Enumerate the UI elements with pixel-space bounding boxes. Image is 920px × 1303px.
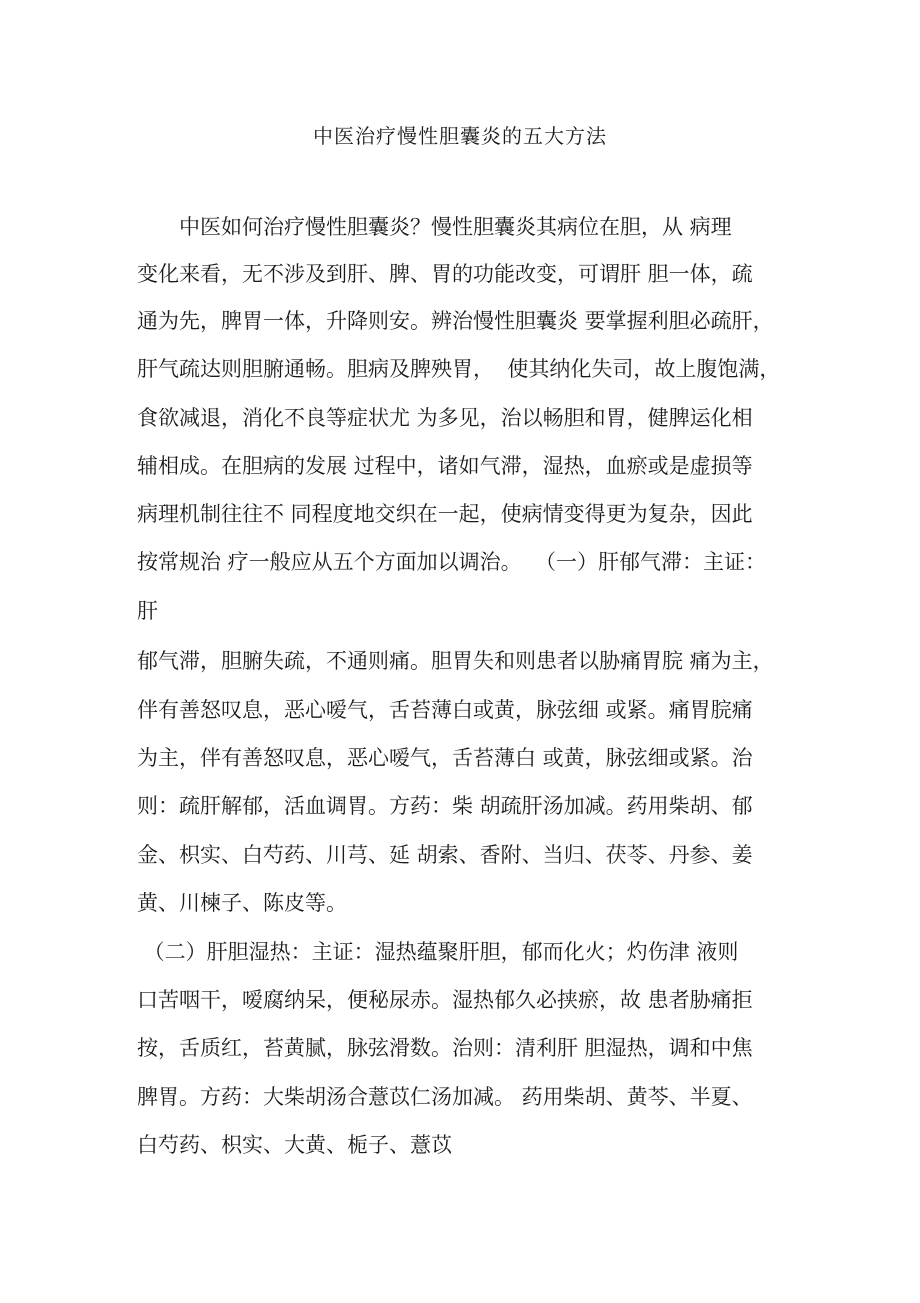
- paragraph-line: 金、枳实、白芍药、川芎、延 胡索、香附、当归、茯苓、丹参、姜: [137, 843, 753, 867]
- paragraph-line: 通为先，脾胃一体，升降则安。辨治慢性胆囊炎 要掌握利胆必疏肝，: [137, 309, 774, 333]
- paragraph-line: 黄、川楝子、陈皮等。: [137, 891, 347, 915]
- paragraph-line: 肝: [137, 599, 158, 623]
- paragraph-line: 中医如何治疗慢性胆囊炎？慢性胆囊炎其病位在胆，从 病理: [137, 215, 732, 239]
- paragraph-line: 口苦咽干，嗳腐纳呆，便秘尿赤。湿热郁久必挟瘀，故 患者胁痛拒: [137, 988, 753, 1012]
- paragraph-line: 辅相成。在胆病的发展 过程中，诸如气滞，湿热，血瘀或是虚损等: [137, 454, 753, 478]
- paragraph-line: 郁气滞，胆腑失疏，不通则痛。胆胃失和则患者以胁痛胃脘 痛为主，: [137, 649, 774, 673]
- paragraph-line: 为主，伴有善怒叹息，恶心嗳气，舌苔薄白 或黄，脉弦细或紧。治: [137, 746, 753, 770]
- paragraph-line: 按，舌质红，苔黄腻，脉弦滑数。治则：清利肝 胆湿热，调和中焦: [137, 1036, 753, 1060]
- paragraph-line: 肝气疏达则胆腑通畅。胆病及脾殃胃， 使其纳化失司，故上腹饱满，: [137, 357, 781, 381]
- paragraph-line: 食欲减退，消化不良等症状尤 为多见，治以畅胆和胃，健脾运化相: [137, 406, 753, 430]
- paragraph-line: 病理机制往往不 同程度地交织在一起，使病情变得更为复杂，因此: [137, 502, 753, 526]
- document-title: 中医治疗慢性胆囊炎的五大方法: [313, 124, 607, 148]
- paragraph-line: 按常规治 疗一般应从五个方面加以调治。 （一）肝郁气滞：主证：: [137, 550, 767, 574]
- paragraph-line: （二）肝胆湿热：主证：湿热蕴聚肝胆，郁而化火；灼伤津 液则: [137, 940, 739, 964]
- paragraph-line: 则：疏肝解郁，活血调胃。方药：柴 胡疏肝汤加减。药用柴胡、郁: [137, 794, 753, 818]
- paragraph-line: 伴有善怒叹息，恶心嗳气，舌苔薄白或黄，脉弦细 或紧。痛胃脘痛: [137, 698, 753, 722]
- paragraph-line: 脾胃。方药：大柴胡汤合薏苡仁汤加减。 药用柴胡、黄芩、半夏、: [137, 1085, 753, 1109]
- paragraph-line: 白芍药、枳实、大黄、栀子、薏苡: [137, 1133, 452, 1157]
- paragraph-line: 变化来看，无不涉及到肝、脾、胃的功能改变，可谓肝 胆一体，疏: [137, 262, 753, 286]
